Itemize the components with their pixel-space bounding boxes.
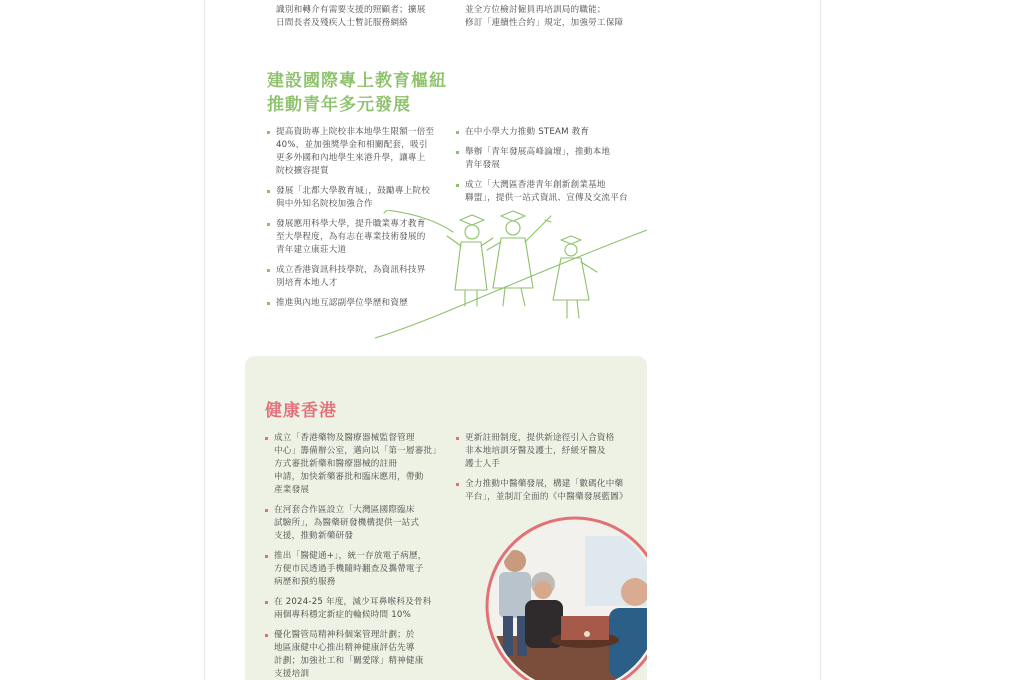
list-item: 優化醫管局精神科個案管理計劃；於 地區康健中心推出精神健康評估先導 計劃；加強社工和「關愛隊」精神健康 支援培訓 — [265, 629, 465, 680]
elderly-care-photo — [485, 516, 647, 680]
education-title-line-2: 推動青年多元發展 — [267, 95, 411, 115]
document-page — [245, 0, 647, 680]
list-item: 在河套合作區設立「大灣區國際臨床 試驗所」，為醫藥研發機構提供一站式 支援，推動新藥研發 — [265, 504, 465, 543]
page-guide-right — [820, 0, 821, 680]
bullet-icon — [267, 223, 270, 226]
health-left-list — [265, 432, 465, 680]
bullet-icon — [456, 131, 459, 134]
bullet-icon — [265, 437, 268, 440]
list-item: 在 2024-25 年度，減少耳鼻喉科及骨科 兩個專科穩定新症的輪候時間 10% — [265, 596, 465, 622]
bullet-icon — [456, 184, 459, 187]
fragment-line: 並全方位檢討僱員再培訓局的職能； — [465, 5, 606, 15]
list-item: 舉辦「青年發展高峰論壇」，推動本地 青年發展 — [456, 146, 646, 172]
list-item: 全力推動中醫藥發展，構建「數碼化中藥 平台」，並制訂全面的《中醫藥發展藍圖》 — [456, 478, 646, 504]
list-item: 成立香港資訊科技學院，為資訊科技界 別培育本地人才 — [267, 264, 467, 290]
list-item: 提高資助專上院校非本地學生限額一倍至 40%，並加強獎學金和相關配套，吸引 更多外國和內地學生來港升學，讓專上 院校擴容提質 — [267, 126, 467, 178]
bullet-icon — [456, 483, 459, 486]
bullet-icon — [267, 131, 270, 134]
list-item: 推出「醫健通+」，統一存放電子病歷， 方便市民透過手機隨時翻查及攜帶電子 病歷和預約服務 — [265, 550, 465, 589]
graduates-line-drawing — [375, 210, 647, 340]
bullet-icon — [265, 509, 268, 512]
education-title-line-1: 建設國際專上教育樞紐 — [267, 71, 447, 91]
fragment-line: 修訂「連續性合約」規定，加強勞工保障 — [465, 18, 624, 28]
bullet-icon — [456, 151, 459, 154]
health-title: 健康香港 — [265, 401, 337, 421]
bullet-icon — [456, 437, 459, 440]
fragment-line: 日間長者及殘疾人士暫託服務網絡 — [276, 18, 408, 28]
health-section — [245, 356, 647, 680]
page-guide-left — [204, 0, 205, 680]
fragment-line: 識別和轉介有需要支援的照顧者；擴展 — [276, 5, 426, 15]
bullet-icon — [265, 634, 268, 637]
health-right-list — [456, 432, 646, 511]
education-title — [267, 69, 447, 117]
top-fragment-right — [456, 4, 646, 30]
list-item: 成立「大灣區香港青年創新創業基地 聯盟」，提供一站式資訊、宣傳及交流平台 — [456, 179, 646, 205]
top-fragment-left — [267, 4, 467, 30]
list-item: 更新註冊制度，提供新途徑引入合資格 非本地培訓牙醫及護士，紓緩牙醫及 護士人手 — [456, 432, 646, 471]
list-item: 發展「北都大學教育城」，鼓勵專上院校 與中外知名院校加強合作 — [267, 185, 467, 211]
bullet-icon — [265, 555, 268, 558]
bullet-icon — [267, 269, 270, 272]
bullet-icon — [267, 302, 270, 305]
bullet-icon — [267, 190, 270, 193]
list-item: 發展應用科學大學，提升職業專才教育 至大學程度，為有志在專業技術發展的 青年建立康莊大道 — [267, 218, 467, 257]
list-item: 成立「香港藥物及醫療器械監督管理 中心」籌備辦公室，邁向以「第一層審批」 方式審批新藥和醫療器械的註冊 申請，加快新藥審批和臨床應用，帶動 產業發展 — [265, 432, 465, 497]
list-item: 在中小學大力推動 STEAM 教育 — [456, 126, 646, 139]
bullet-icon — [265, 601, 268, 604]
education-section — [245, 0, 647, 338]
education-right-list — [456, 126, 646, 212]
list-item: 推進與內地互認副學位學歷和資歷 — [267, 297, 467, 310]
